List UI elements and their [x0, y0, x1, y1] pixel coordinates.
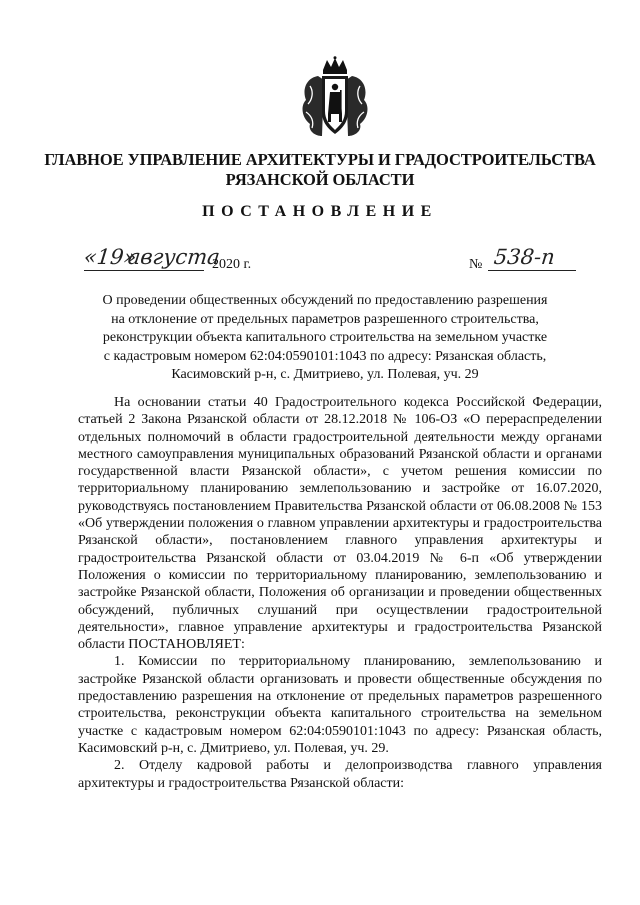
date-year: 2020 г. — [212, 257, 252, 272]
handwritten-day: «19» — [82, 245, 138, 269]
coat-of-arms-emblem — [296, 56, 374, 142]
date-number-row — [84, 243, 604, 279]
issuing-authority — [0, 150, 640, 190]
subject-line: с кадастровым номером 62:04:0590101:1043 по адресу: Рязанская область, — [103, 348, 547, 364]
document-type-title: ПОСТАНОВЛЕНИЕ — [202, 203, 438, 220]
document-body — [78, 394, 602, 792]
subject-line: О проведении общественных обсуждений по предоставлению разрешения — [102, 293, 548, 308]
subject-line: на отклонение от предельных параметров разрешенного строительства, — [111, 311, 539, 327]
subject-line: реконструкции объекта капитального строительства на земельном участке — [102, 330, 548, 346]
handwritten-month: августа — [126, 245, 221, 269]
number-label: № — [469, 257, 483, 272]
authority-line-1: ГЛАВНОЕ УПРАВЛЕНИЕ АРХИТЕКТУРЫ И ГРАДОСТРОИТЕЛЬСТВА — [44, 150, 596, 169]
handwritten-document-number: 538-п — [492, 245, 556, 269]
subject-line: Касимовский р-н, с. Дмитриево, ул. Полевая, уч. 29 — [171, 367, 479, 383]
item-1-paragraph: 1. Комиссии по территориальному планированию, землепользованию и застройке Рязанской области организовать и провести общественные обсуждения по предоставлению разрешения на отклонение от предельных параметров разрешенного строительства, реконструкции объекта капитального строительства на земельном участке с кадастровым номером 62:04:0590101:1043 по адресу: Рязанская область, Касимовский р-н, с. Дмитриево, ул. Полевая, уч. 29. — [78, 654, 602, 756]
preamble-paragraph: На основании статьи 40 Градостроительного кодекса Российской Федерации, статьей 2 Закона Рязанской области от 28.12.2018 № 106-ОЗ «О перераспределении отдельных полномочий в области градостроительной деятельности между органами местного самоуправления муниципальных образований Рязанской области и органами государственной власти Рязанской области», с учетом решения комиссии по территориальному планированию землепользованию и застройке от 16.07.2020, руководствуясь постановлением Правительства Рязанской области от 06.08.2008 № 153 «Об утверждении положения о главном управлении архитектуры и градостроительства Рязанской области», постановлением главного управления архитектуры и градостроительства Рязанской области от 03.04.2019 № 6-п «Об утверждении Положения о комиссии по территориальному планированию, землепользованию и застройке Рязанской области, Положения об организации и проведении общественных обсуждений, публичных слушаний при осуществлении градостроительной деятельности», главное управление архитектуры и градостроительства Рязанской области ПОСТАНОВЛЯЕТ: — [78, 395, 602, 653]
number-underline — [488, 270, 576, 271]
date-underline — [84, 270, 204, 271]
authority-line-2: РЯЗАНСКОЙ ОБЛАСТИ — [225, 170, 415, 189]
document-subject — [60, 292, 590, 385]
item-2-paragraph: 2. Отделу кадровой работы и делопроизводства главного управления архитектуры и градостроительства Рязанской области: — [78, 758, 602, 791]
